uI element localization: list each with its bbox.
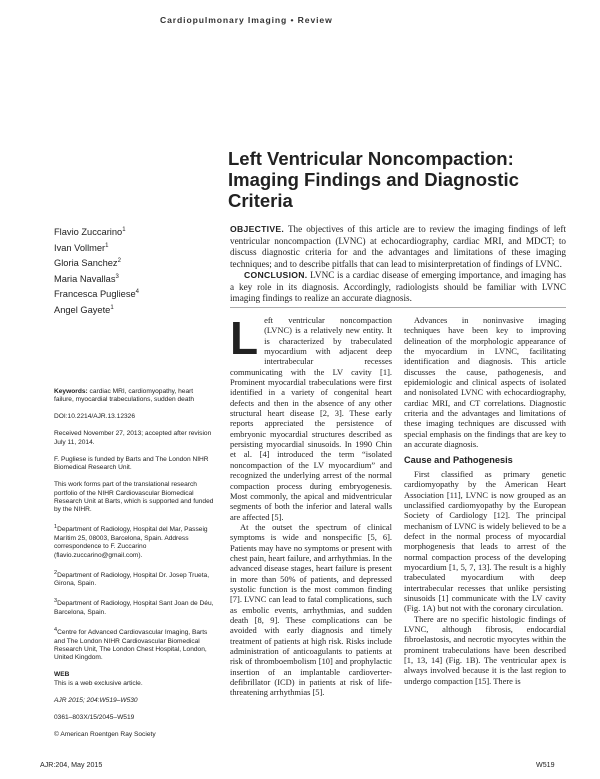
- portfolio-note: This work forms part of the translational research portfolio of the NIHR Cardiovascular Biomedical Research Unit at Barts, which is supported and funded by the NIHR.: [54, 481, 214, 514]
- author: Angel Gayete$^1$: [54, 304, 114, 315]
- body-paragraph: At the outset the spectrum of clinical symptoms is wide and nonspecific [5, 6]. Patients may have no symptoms or present with chest pain, heart failure, and arrhythmias. In the advanced disease stages, heart failure is present in more than 50% of patients, and depressed systolic function is the most common finding [7]. LVNC can lead to fatal complications, such as embolic events, arrhythmias, and sudden death [8, 9]. These complications can be avoided with early diagnosis and timely treatment of patients at high risk. Risks include administration of anticoagulants to patients at risk of thromboembolism [10] and prophylactic insertion of an implantable cardioverter-defibrillator (ICD) in patients at risk of life-threatening arrhythmias [5].: [230, 521, 392, 698]
- funding-note: F. Pugliese is funded by Barts and The London NIHR Biomedical Research Unit.: [54, 455, 209, 472]
- affiliation-1: $^1$Department of Radiology, Hospital del Mar, Passeig Marítim 25, 08003, Barcelona, Spain. Address correspondence to F. Zuccarino (flavio.zuccarino@gmail.com).: [54, 524, 208, 559]
- author: Francesca Pugliese$^4$: [54, 289, 139, 300]
- received-dates: Received November 27, 2013; accepted after revision July 11, 2014.: [54, 430, 212, 446]
- author: Flavio Zuccarino$^1$: [54, 227, 126, 237]
- section-heading: Cause and Pathogenesis: [404, 455, 513, 466]
- body-paragraph: Left ventricular noncompaction (LVNC) is a relatively new entity. It is characterized by trabeculated myocardium with adjacent deep intertrabecular recesses communicating with the LV cavity [1]. Prominent myocardial trabeculations were first identified in a variety of congenital heart defects and then in the absence of any other structural heart disease [2, 3]. These early reports appreciated the persistence of embryonic myocardial structures described as persisting myocardial sinusoids. In 1990 Chin et al. [4] introduced the term “isolated noncompaction of the LV myocardium” and recognized the underlying arrest of the normal compaction process during embryogenesis. Most commonly, the apical and midventricular segments of both the inferior and lateral walls are affected [5].: [230, 312, 392, 522]
- affiliation-4: $^4$Centre for Advanced Cardiovascular Imaging, Barts and The London NIHR Cardiovascular Biomedical Research Unit, The London Chest Hospital, London, United Kingdom.: [54, 627, 208, 662]
- footer-page-number: W519: [536, 761, 555, 769]
- author: Gloria Sanchez$^2$: [54, 258, 121, 269]
- body-paragraph: First classified as primary genetic cardiomyopathy by the American Heart Association [11], LVNC is now grouped as an unclassified cardiomyopathy by the European Society of Cardiology [12]. The principal mechanism of LVNC is widely believed to be a defect in the normal process of myocardial morphogenesis that leads to arrest of the normal compaction process of the developing myocardium [1, 5, 7, 13]. The result is a highly trabeculated myocardium with deep intertrabecular recesses that unlike persisting sinusoids [1] communicate with the LV cavity (Fig. 1A) but not with the coronary circulation.: [404, 468, 566, 614]
- author: Maria Navallas$^3$: [54, 273, 119, 284]
- footer-journal-issue: AJR:204, May 2015: [40, 761, 103, 769]
- section-label: Cardiopulmonary Imaging • Review: [160, 15, 333, 25]
- author-list: [54, 224, 139, 318]
- body-paragraph: Advances in noninvasive imaging techniques have been key to improving delineation of the morphologic appearance of the myocardium in LVNC, facilitating identification and diagnosis. This article discusses the cause, pathogenesis, and epidemiologic and clinical aspects of isolated and nonisolated LVNC with echocardiography, cardiac MRI, and CT correlations. Diagnostic criteria and the advantages and limitations of these imaging techniques are discussed with special emphasis on the findings that are key to an accurate diagnosis.: [404, 315, 566, 450]
- abstract-objective: OBJECTIVE. The objectives of this article are to review the imaging findings of left ventricular noncompaction (LVNC) at echocardiography, cardiac MRI, and MDCT; to discuss diagnostic criteria for and the advantages and limitations of these imaging techniques; and to describe pitfalls that can lead to misinterpretation of findings of LVNC.: [230, 224, 566, 269]
- author: Ivan Vollmer$^1$: [54, 242, 109, 253]
- copyright: © American Roentgen Ray Society: [54, 730, 156, 738]
- web-label: WEB: [54, 671, 70, 679]
- affiliation-3: $^3$Department of Radiology, Hospital Sant Joan de Déu, Barcelona, Spain.: [54, 598, 214, 617]
- body-column-1: [230, 312, 392, 698]
- abstract: [230, 224, 566, 305]
- citation: AJR 2015; 204:W519–W530: [54, 696, 138, 704]
- abstract-conclusion: CONCLUSION. LVNC is a cardiac disease of emerging importance, and imaging has a key role in its diagnosis. Accordingly, radiologists should be familiar with LVNC imaging findings to realize an accurate diagnosis.: [230, 270, 566, 303]
- keywords: Keywords: cardiac MRI, cardiomyopathy, heart failure, myocardial trabeculations, sudden death: [54, 388, 195, 404]
- web-note: This is a web exclusive article.: [54, 679, 143, 687]
- affiliation-2: $^2$Department of Radiology, Hospital Dr. Josep Trueta, Girona, Spain.: [54, 569, 210, 588]
- issn: 0361–803X/15/2045–W519: [54, 713, 135, 721]
- article-info-sidebar: [54, 388, 214, 748]
- body-paragraph: There are no specific histologic findings of LVNC, although fibrosis, endocardial fibroelastosis, and necrotic myocytes within the prominent trabeculations have been described [1, 13, 14] (Fig. 1B). The ventricular apex is always involved because it is the last region to undergo compaction [15]. There is: [404, 613, 566, 686]
- abstract-divider: [230, 307, 566, 308]
- download-watermark: [0, 110, 12, 700]
- drop-cap: L: [230, 312, 259, 364]
- body-column-2: [404, 315, 566, 686]
- doi: DOI:10.2214/AJR.13.12326: [54, 413, 136, 421]
- article-title: Left Ventricular Noncompaction: Imaging Findings and Diagnostic Criteria: [228, 148, 519, 211]
